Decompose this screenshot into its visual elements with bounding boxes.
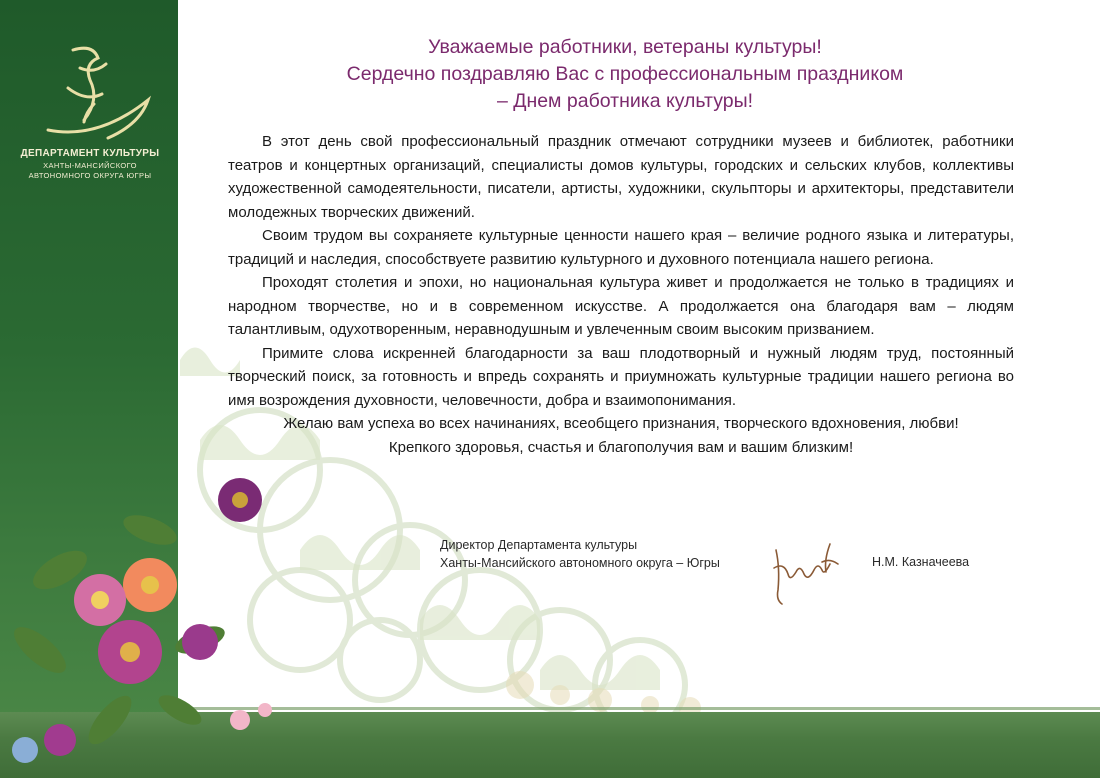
bottom-divider-line	[178, 707, 1100, 710]
handwritten-signature	[768, 538, 848, 608]
signatory-name: Н.М. Казначеева	[872, 555, 970, 569]
heading-line1: Уважаемые работники, ветераны культуры!	[428, 36, 822, 58]
letter-body	[228, 130, 1014, 459]
paragraph-4: Примите слова искренней благодарности за ваш плодотворный и нужный людям труд, постоянный творческий поиск, за готовность и впредь сохранять и приумножать культурные традиции нашего региона во имя возрождения духовности, человечности, добра и взаимопонимания.	[228, 344, 1014, 409]
signatory-title-line1: Директор Департамента культуры	[440, 538, 638, 552]
department-name-line1: ДЕПАРТАМЕНТ КУЛЬТУРЫ	[20, 148, 160, 159]
paragraph-3: Проходят столетия и эпохи, но национальная культура живет и продолжается не только в традициях и народном творчестве, но и в современном искусстве. А продолжается она благодаря вам – людям талантливым, одухотворенным, неравнодушным и увлеченным своим высоким призванием.	[228, 274, 1014, 338]
paragraph-1: В этот день свой профессиональный праздник отмечают сотрудники музеев и библиотек, работники театров и концертных организаций, специалисты домов культуры, городских и сельских клубов, коллективы художественной самодеятельности, писатели, артисты, художники, скульпторы и архитекторы, представители молодежных творческих движений.	[228, 133, 1014, 221]
letter-heading	[240, 34, 1010, 115]
closing-line2: Крепкого здоровья, счастья и благополучия вам и вашим близким!	[388, 438, 854, 456]
heading-line2: Сердечно поздравляю Вас с профессиональным праздником	[346, 63, 904, 85]
closing-line1: Желаю вам успеха во всех начинаниях, всеобщего признания, творческого вдохновения, любви!	[283, 415, 959, 432]
department-name	[20, 148, 160, 180]
department-name-line2: ХАНТЫ-МАНСИЙСКОГО	[43, 161, 137, 170]
signatory-title-line2: Ханты-Мансийского автономного округа – Югры	[440, 556, 720, 570]
department-name-line3: АВТОНОМНОГО ОКРУГА ЮГРЫ	[28, 171, 152, 180]
department-logo	[28, 40, 158, 146]
heading-line3: – Днем работника культуры!	[496, 90, 754, 112]
paragraph-2: Своим трудом вы сохраняете культурные ценности нашего края – величие родного языка и литературы, традиций и наследия, способствуете развитию культурного и духовного потенциала нашего региона.	[228, 227, 1014, 268]
signatory-title	[440, 536, 720, 572]
flower-bouquet-illustration	[0, 420, 300, 778]
